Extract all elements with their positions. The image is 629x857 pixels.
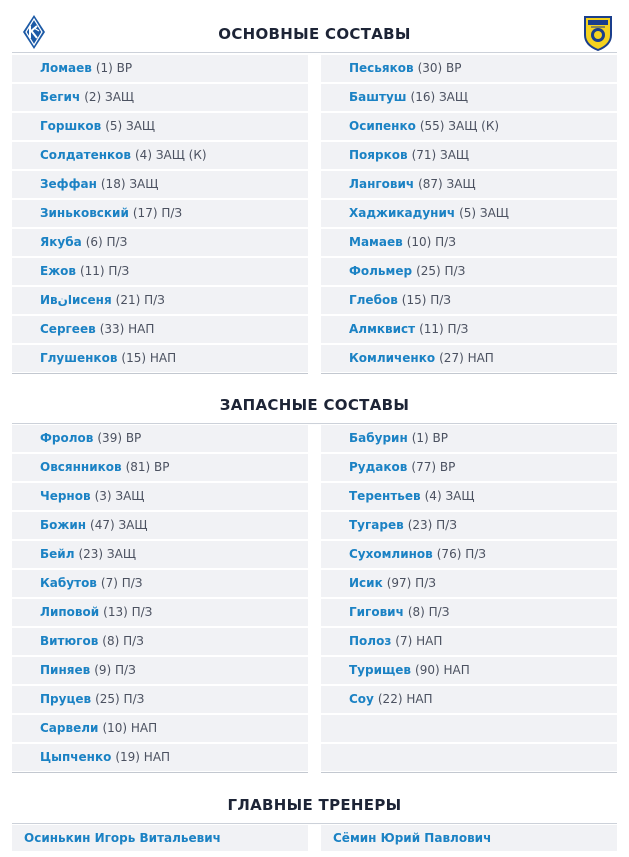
player-number-position: (27) НАП (439, 351, 494, 365)
player-name-link[interactable]: Зеффан (40, 177, 97, 191)
player-number-position: (11) П/З (419, 322, 469, 336)
player-row[interactable] (321, 599, 617, 628)
player-number-position: (87) ЗАЩ (418, 177, 476, 191)
player-name-link[interactable]: Лангович (349, 177, 415, 191)
list-bottom-rule (12, 772, 308, 773)
player-number-position: (18) ЗАЩ (100, 177, 159, 191)
player-name-link[interactable]: Кабутов (40, 576, 97, 590)
player-number-position: (22) НАП (377, 692, 433, 706)
player-number-position: (13) П/З (103, 605, 153, 619)
player-row[interactable] (12, 744, 308, 773)
player-name-link[interactable]: Солдатенков (40, 148, 131, 162)
player-number-position: (71) ЗАЩ (411, 148, 470, 162)
player-name-link[interactable]: Бейл (40, 547, 75, 561)
player-number-position: (81) ВР (125, 460, 170, 474)
home-starting-list (12, 55, 308, 374)
player-row[interactable] (12, 258, 308, 287)
player-row[interactable] (321, 541, 617, 570)
player-row[interactable] (12, 570, 308, 599)
player-number-position: (10) П/З (406, 235, 456, 249)
player-number-position: (25) П/З (416, 264, 466, 278)
player-name-link[interactable]: Пруцев (40, 692, 92, 706)
list-bottom-rule (321, 772, 617, 773)
player-row[interactable] (12, 628, 308, 657)
player-row[interactable] (12, 55, 308, 84)
subs-header (12, 388, 617, 424)
krylia-sovetov-logo (22, 14, 46, 50)
player-row[interactable] (321, 142, 617, 171)
player-name-link[interactable]: Баштуш (349, 90, 407, 104)
player-row[interactable] (321, 570, 617, 599)
player-number-position: (10) НАП (102, 721, 158, 735)
player-number-position: (15) П/З (401, 293, 452, 307)
player-number-position: (1) ВР (95, 61, 133, 75)
player-row[interactable] (12, 229, 308, 258)
player-number-position: (1) ВР (411, 431, 449, 445)
player-number-position: (8) П/З (407, 605, 450, 619)
player-row[interactable] (12, 425, 308, 454)
player-row[interactable] (12, 345, 308, 374)
player-number-position: (90) НАП (415, 663, 470, 677)
home-subs-list (12, 425, 308, 773)
section-title-subs: ЗАПАСНЫЕ СОСТАВЫ (219, 396, 410, 414)
player-name-link[interactable]: Божин (40, 518, 87, 532)
player-name-link[interactable]: Глушенков (40, 351, 118, 365)
player-name-link[interactable]: Фролов (40, 431, 94, 445)
player-row[interactable] (321, 483, 617, 512)
player-name-link[interactable]: Цыпченко (40, 750, 112, 764)
divider (12, 423, 617, 424)
player-number-position: (16) ЗАЩ (410, 90, 468, 104)
player-name-link[interactable]: Рудаков (349, 460, 408, 474)
player-name-link[interactable]: Бегич (40, 90, 81, 104)
player-row[interactable] (321, 657, 617, 686)
divider (12, 823, 617, 824)
rostov-logo (581, 13, 615, 51)
player-row[interactable] (12, 483, 308, 512)
player-row[interactable] (12, 599, 308, 628)
player-number-position: (97) П/З (386, 576, 436, 590)
player-name-link[interactable]: Тугарев (349, 518, 404, 532)
player-row[interactable] (12, 454, 308, 483)
player-name-link[interactable]: Бабурин (349, 431, 408, 445)
player-number-position: (39) ВР (97, 431, 142, 445)
player-row[interactable] (321, 84, 617, 113)
player-number-position: (2) ЗАЩ (84, 90, 135, 104)
player-row[interactable] (321, 628, 617, 657)
player-row[interactable] (12, 715, 308, 744)
player-number-position: (5) ЗАЩ (459, 206, 509, 220)
player-name-link[interactable]: Соу (349, 692, 374, 706)
player-row[interactable] (12, 541, 308, 570)
player-name-link[interactable]: Мамаев (349, 235, 403, 249)
player-row[interactable] (321, 454, 617, 483)
player-name-link[interactable]: Турищев (349, 663, 412, 677)
player-name-link[interactable]: Терентьев (349, 489, 421, 503)
player-number-position: (33) НАП (99, 322, 155, 336)
player-name-link[interactable]: Комличенко (349, 351, 436, 365)
coaches-header (12, 788, 617, 824)
player-row[interactable] (321, 171, 617, 200)
player-number-position: (30) ВР (417, 61, 462, 75)
player-name-link[interactable]: Сухомлинов (349, 547, 433, 561)
player-number-position: (5) ЗАЩ (105, 119, 156, 133)
player-number-position: (17) П/З (132, 206, 183, 220)
player-number-position: (25) П/З (95, 692, 145, 706)
player-name-link[interactable]: Чернов (40, 489, 91, 503)
player-name-link[interactable]: Сергеев (40, 322, 96, 336)
player-name-link[interactable]: Осипенко (349, 119, 416, 133)
player-row[interactable] (321, 686, 617, 715)
divider (12, 52, 617, 53)
player-name-link[interactable]: Ивانисеня (40, 293, 112, 307)
player-name-link[interactable]: Ломаев (40, 61, 92, 75)
player-row[interactable] (321, 287, 617, 316)
player-number-position: (76) П/З (436, 547, 486, 561)
player-name-link[interactable]: Овсянников (40, 460, 122, 474)
player-row[interactable] (12, 84, 308, 113)
list-bottom-rule (12, 373, 308, 374)
player-row[interactable] (321, 512, 617, 541)
player-row[interactable] (321, 258, 617, 287)
player-number-position: (8) П/З (102, 634, 144, 648)
player-name-link[interactable]: Горшков (40, 119, 102, 133)
player-number-position: (21) П/З (115, 293, 165, 307)
player-number-position: (15) НАП (121, 351, 177, 365)
player-row[interactable] (12, 686, 308, 715)
player-number-position: (77) ВР (411, 460, 456, 474)
player-name-link[interactable]: Хаджикадунич (349, 206, 456, 220)
player-number-position: (4) ЗАЩ (К) (135, 148, 207, 162)
empty-row (321, 744, 617, 773)
player-name-link[interactable]: Песьяков (349, 61, 414, 75)
player-row[interactable] (12, 113, 308, 142)
starting-lineups-header (12, 17, 617, 53)
player-number-position: (47) ЗАЩ (90, 518, 148, 532)
player-name-link[interactable]: Гигович (349, 605, 404, 619)
player-name-link[interactable]: Витюгов (40, 634, 99, 648)
player-number-position: (7) НАП (395, 634, 443, 648)
player-row[interactable] (321, 316, 617, 345)
player-name-link[interactable]: Ежов (40, 264, 76, 278)
away-starting-list (321, 55, 617, 374)
player-number-position: (23) ЗАЩ (78, 547, 136, 561)
player-number-position: (11) П/З (79, 264, 130, 278)
player-row[interactable] (321, 113, 617, 142)
player-row[interactable] (321, 229, 617, 258)
player-name-link[interactable]: Якуба (40, 235, 82, 249)
list-bottom-rule (321, 373, 617, 374)
player-name-link[interactable]: Зиньковский (40, 206, 129, 220)
player-row[interactable] (12, 142, 308, 171)
player-number-position: (19) НАП (115, 750, 171, 764)
player-number-position: (7) П/З (100, 576, 143, 590)
player-name-link[interactable]: Пиняев (40, 663, 91, 677)
player-number-position: (9) П/З (94, 663, 136, 677)
player-number-position: (6) П/З (85, 235, 128, 249)
player-name-link[interactable]: Глебов (349, 293, 398, 307)
away-coach[interactable]: Сёмин Юрий Павлович (321, 825, 617, 851)
player-row[interactable] (12, 287, 308, 316)
player-number-position: (55) ЗАЩ (К) (419, 119, 500, 133)
player-number-position: (23) П/З (407, 518, 457, 532)
away-subs-list (321, 425, 617, 773)
player-number-position: (3) ЗАЩ (94, 489, 145, 503)
home-coach[interactable]: Осинькин Игорь Витальевич (12, 825, 308, 851)
player-name-link[interactable]: Алмквист (349, 322, 416, 336)
player-row[interactable] (321, 345, 617, 374)
section-title-coaches: ГЛАВНЫЕ ТРЕНЕРЫ (227, 796, 402, 814)
section-title-starting: ОСНОВНЫЕ СОСТАВЫ (218, 25, 411, 43)
player-number-position: (4) ЗАЩ (424, 489, 475, 503)
player-row[interactable] (12, 171, 308, 200)
player-name-link[interactable]: Поярков (349, 148, 408, 162)
player-name-link[interactable]: Полоз (349, 634, 392, 648)
player-row[interactable] (12, 316, 308, 345)
empty-row (321, 715, 617, 744)
player-row[interactable] (12, 657, 308, 686)
player-row[interactable] (321, 425, 617, 454)
player-row[interactable] (321, 200, 617, 229)
player-name-link[interactable]: Исик (349, 576, 383, 590)
player-name-link[interactable]: Фольмер (349, 264, 413, 278)
player-name-link[interactable]: Липовой (40, 605, 100, 619)
player-row[interactable] (12, 200, 308, 229)
player-name-link[interactable]: Сарвели (40, 721, 99, 735)
player-row[interactable] (321, 55, 617, 84)
player-row[interactable] (12, 512, 308, 541)
